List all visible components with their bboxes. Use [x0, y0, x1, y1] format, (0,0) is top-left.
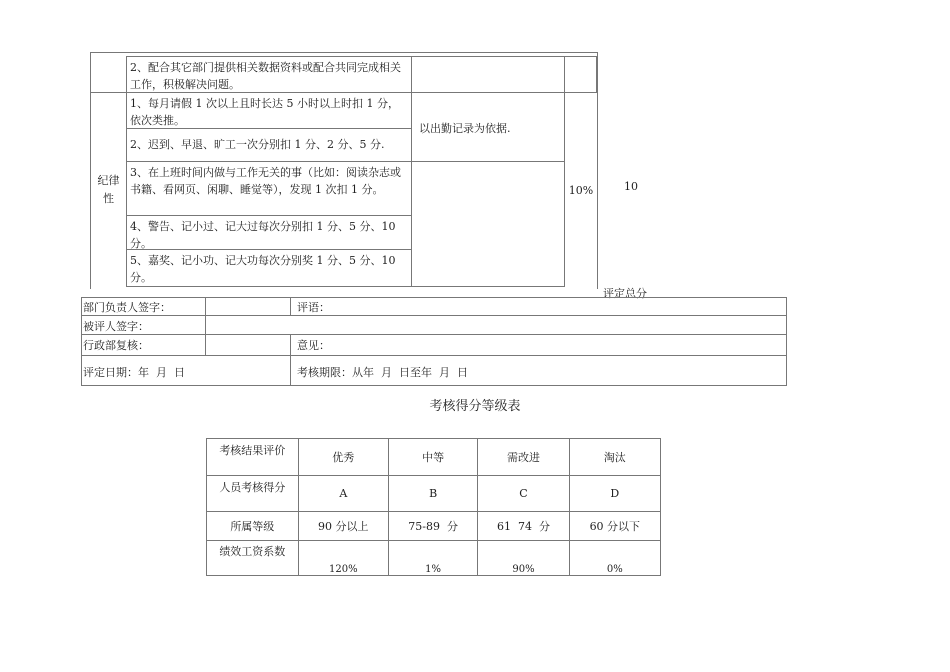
total-score-label: 评定总分 — [603, 287, 647, 300]
grade-table-title: 考核得分等级表 — [429, 399, 521, 414]
grade-row-label: 所属等级 — [207, 512, 299, 541]
category-divider — [90, 92, 127, 93]
row-divider — [81, 315, 787, 316]
weight-cell-top — [565, 56, 597, 93]
grade-cell: 75-89 分 — [388, 512, 477, 541]
grade-cell: 61 74 分 — [478, 512, 569, 541]
admin-review-label: 行政部复核： — [83, 339, 149, 352]
criteria-item: 4、警告、记小过、记大过每次分别扣 1 分、5 分、10 分。 — [127, 216, 412, 250]
frame-top — [90, 52, 598, 53]
criteria-item: 3、在上班时间内做与工作无关的事（比如：阅读杂志或书籍、看网页、闲聊、睡觉等），发现 1 次扣 1 分。 — [127, 162, 412, 216]
col-divider — [290, 334, 291, 386]
row-divider — [81, 334, 787, 335]
grade-header-cell: 优秀 — [298, 439, 388, 476]
weight-value: 10% — [568, 183, 594, 197]
criteria-item: 1、每月请假 1 次以上且时长达 5 小时以上时扣 1 分，依次类推。 — [127, 93, 412, 129]
score-value: 10 — [624, 180, 638, 193]
grade-cell: 90 分以上 — [298, 512, 388, 541]
grade-header-cell: 中等 — [388, 439, 477, 476]
period-label: 考核期限：从年 月 日至年 月 日 — [297, 366, 468, 379]
grade-cell: 120% — [298, 541, 388, 576]
eval-date-label: 评定日期：年 月 日 — [83, 366, 185, 379]
grade-cell: B — [388, 476, 477, 512]
criteria-item: 5、嘉奖、记小功、记大功每次分别奖 1 分、5 分、10 分。 — [127, 250, 412, 287]
grade-header-cell: 淘汰 — [569, 439, 660, 476]
dept-head-signature-label: 部门负责人签字： — [83, 301, 171, 314]
grade-cell: 1% — [388, 541, 477, 576]
criteria-item: 2、配合其它部门提供相关数据资料或配合共同完成相关工作，积极解决问题。 — [127, 56, 412, 93]
basis-cell-bottom — [412, 162, 565, 287]
row-divider — [81, 355, 787, 356]
comment-label: 评语： — [297, 301, 330, 314]
frame-right — [597, 52, 598, 289]
basis-cell-top — [412, 56, 565, 93]
grade-table — [206, 438, 661, 576]
grade-cell: D — [569, 476, 660, 512]
grade-cell: C — [478, 476, 569, 512]
opinion-label: 意见： — [297, 339, 330, 352]
grade-header-cell: 需改进 — [478, 439, 569, 476]
reviewee-signature-label: 被评人签字： — [83, 320, 149, 333]
grade-cell: 90% — [478, 541, 569, 576]
grade-cell: A — [298, 476, 388, 512]
category-label: 纪律 性 — [97, 174, 120, 205]
grade-cell: 60 分以下 — [569, 512, 660, 541]
basis-text: 以出勤记录为依据. — [419, 122, 511, 135]
grade-cell: 0% — [569, 541, 660, 576]
grade-row-label: 绩效工资系数 — [207, 541, 299, 576]
grade-row-label: 人员考核得分 — [207, 476, 299, 512]
col-divider — [205, 297, 206, 355]
grade-header-cell: 考核结果评价 — [207, 439, 299, 476]
criteria-item: 2、迟到、早退、旷工一次分别扣 1 分、2 分、5 分. — [127, 129, 412, 162]
col-divider — [290, 297, 291, 315]
